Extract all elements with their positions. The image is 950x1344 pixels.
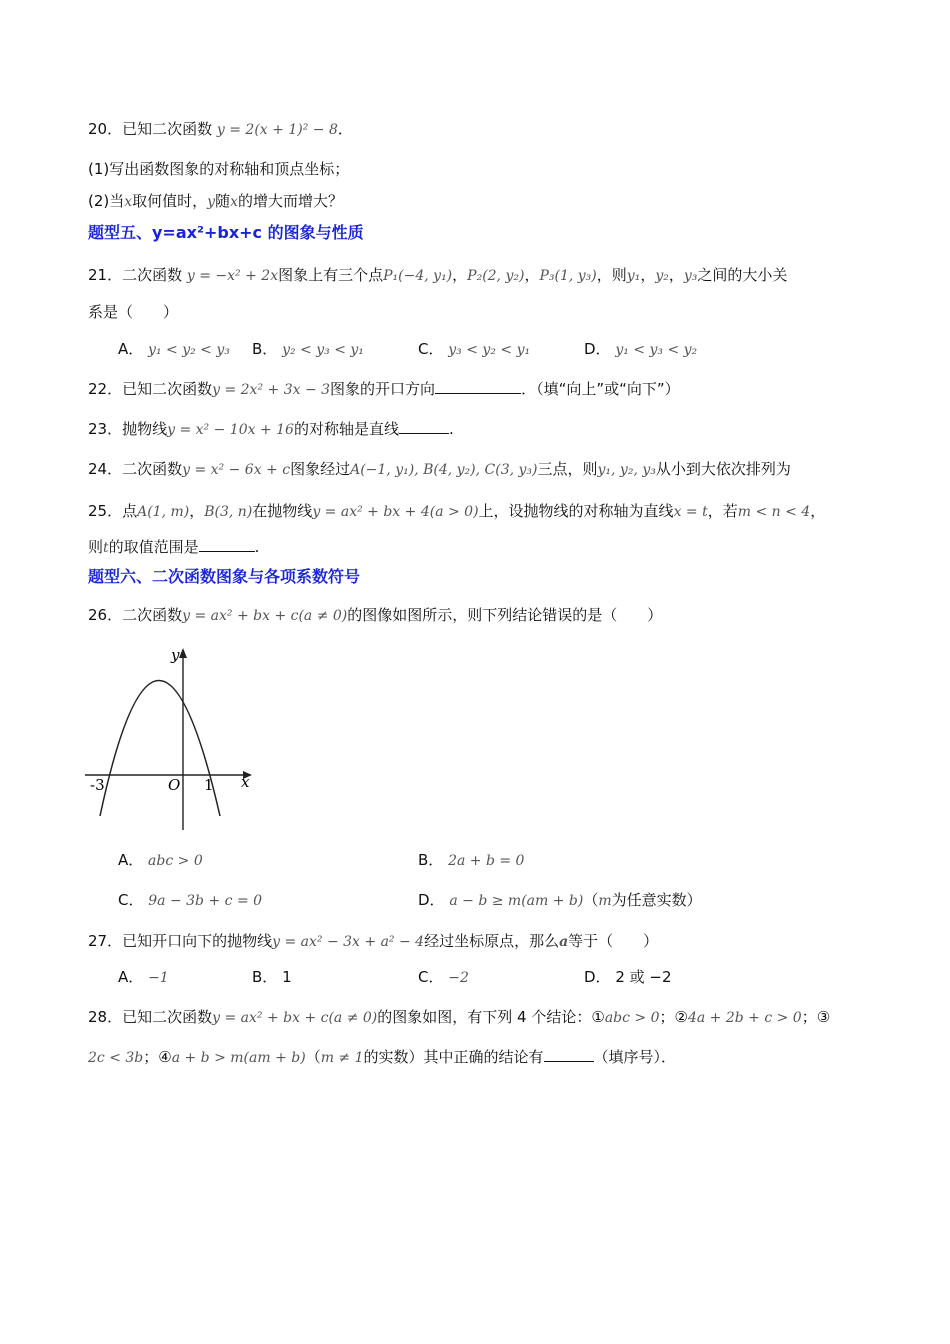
option-text: 2 或 −2 bbox=[615, 968, 672, 986]
var-m: m bbox=[598, 893, 612, 909]
q27-mid: 经过坐标原点，那么 bbox=[424, 932, 560, 950]
option-text: abc > 0 bbox=[148, 853, 203, 869]
option-text: −2 bbox=[448, 970, 469, 986]
option-label: D． bbox=[584, 340, 611, 358]
q26-line bbox=[88, 604, 662, 627]
q28-pre: 已知二次函数 bbox=[122, 1008, 213, 1026]
q23-line bbox=[88, 418, 454, 441]
q27-line bbox=[88, 930, 658, 953]
q28-s3: ；④ bbox=[143, 1048, 172, 1066]
conclusion-4: a + b > m(am + b) bbox=[171, 1050, 306, 1066]
q20-sub2 bbox=[88, 190, 343, 213]
option-text: y₃ < y₂ < y₁ bbox=[448, 342, 531, 358]
option-label: A． bbox=[118, 851, 144, 869]
q25-l2a: 则 bbox=[88, 538, 104, 556]
option-note-a: （ bbox=[583, 891, 599, 909]
q21-mid: 图象上有三个点 bbox=[278, 266, 384, 284]
q27-post: 等于（ ） bbox=[568, 932, 659, 950]
q27-formula: y = ax² − 3x + a² − 4 bbox=[272, 934, 425, 950]
option-text: −1 bbox=[148, 970, 169, 986]
q28-mid: 的图象如图，有下列 4 个结论：① bbox=[377, 1008, 605, 1026]
q28-line bbox=[88, 1006, 830, 1029]
q22-formula: y = 2x² + 3x − 3 bbox=[212, 382, 331, 398]
option-b[interactable] bbox=[252, 338, 364, 361]
q21-tail: 之间的大小关 bbox=[697, 266, 788, 284]
q25-end: ， bbox=[810, 502, 826, 520]
var-y3: y₃ bbox=[683, 268, 698, 284]
answer-blank[interactable] bbox=[544, 1047, 594, 1062]
option-b[interactable] bbox=[418, 849, 524, 872]
option-text: y₁ < y₂ < y₃ bbox=[148, 342, 230, 358]
q28-s5: 的实数）其中正确的结论有 bbox=[363, 1048, 544, 1066]
q24-formula: y = x² − 6x + c bbox=[182, 462, 291, 478]
condition-m: m ≠ 1 bbox=[320, 1050, 364, 1066]
q28-s4: （ bbox=[305, 1048, 321, 1066]
question-number: 27． bbox=[88, 932, 123, 950]
option-label: A． bbox=[118, 968, 144, 986]
answer-blank[interactable] bbox=[399, 419, 449, 434]
q27-pre: 已知开口向下的抛物线 bbox=[122, 932, 273, 950]
conclusion-3: 2c < 3b bbox=[88, 1050, 144, 1066]
option-label: D． bbox=[418, 891, 445, 909]
conclusion-2: 4a + 2b + c > 0 bbox=[687, 1010, 802, 1026]
option-c[interactable] bbox=[418, 338, 530, 361]
q20-formula: y = 2(x + 1)² − 8 bbox=[216, 122, 338, 138]
q26-formula: y = ax² + bx + c(a ≠ 0) bbox=[182, 608, 348, 624]
q20-sub2-d: 的增大而增大？ bbox=[238, 192, 344, 210]
q25-axis: x = t bbox=[673, 504, 708, 520]
var-x: x bbox=[230, 194, 239, 210]
q23-mid: 的对称轴是直线 bbox=[293, 420, 399, 438]
option-label: C． bbox=[418, 340, 444, 358]
q20-sub1: (1)写出函数图象的对称轴和顶点坐标； bbox=[88, 160, 350, 178]
option-text: 9a − 3b + c = 0 bbox=[148, 893, 263, 909]
q25-comma: ， bbox=[189, 502, 205, 520]
q23-post: . bbox=[448, 420, 454, 438]
y-label: y bbox=[171, 646, 180, 664]
answer-blank[interactable] bbox=[435, 379, 521, 394]
option-d[interactable] bbox=[584, 338, 697, 361]
var-x: x bbox=[124, 194, 133, 210]
q22-post: ．（填“向上”或“向下”） bbox=[521, 380, 680, 398]
q22-line bbox=[88, 378, 680, 401]
parabola-graph bbox=[80, 640, 270, 840]
option-a[interactable] bbox=[118, 849, 203, 872]
option-label: B． bbox=[252, 340, 278, 358]
q24-mid2: 三点，则 bbox=[537, 460, 598, 478]
y-axis-arrow bbox=[179, 648, 187, 658]
q24-ys: y₁, y₂, y₃ bbox=[597, 462, 656, 478]
q25-mid: 在抛物线 bbox=[252, 502, 313, 520]
q25-formula: y = ax² + bx + 4(a > 0) bbox=[312, 504, 479, 520]
q25-line2 bbox=[88, 536, 259, 559]
q24-post: 从小到大依次排列为 bbox=[655, 460, 791, 478]
q20-sub2-b: 取何值时， bbox=[132, 192, 208, 210]
question-number: 21． bbox=[88, 266, 123, 284]
q20-sub2-a: (2)当 bbox=[88, 192, 125, 210]
q25-pre: 点 bbox=[122, 502, 138, 520]
q25-l2c: . bbox=[254, 538, 260, 556]
question-number: 24． bbox=[88, 460, 123, 478]
point-p2: P₂(2, y₂) bbox=[467, 268, 525, 284]
q24-line bbox=[88, 458, 791, 481]
q21-pre: 二次函数 bbox=[122, 266, 183, 284]
q28-s2: ；③ bbox=[801, 1008, 831, 1026]
q20-post: ． bbox=[337, 120, 353, 138]
question-number: 23． bbox=[88, 420, 123, 438]
point-a: A(1, m) bbox=[137, 504, 190, 520]
q24-mid: 图象经过 bbox=[290, 460, 351, 478]
option-label: C． bbox=[418, 968, 444, 986]
q23-pre: 抛物线 bbox=[122, 420, 168, 438]
q25-cond: m < n < 4 bbox=[737, 504, 811, 520]
point-p3: P₃(1, y₃) bbox=[539, 268, 597, 284]
option-b[interactable] bbox=[252, 966, 292, 988]
q25-mid3: ，若 bbox=[707, 502, 738, 520]
right-root-label: 1 bbox=[204, 776, 214, 794]
q21-line: 21．二次函数 y = −x² + 2x图象上有三个点P₁(−4, y₁)，P₂(2, y₂)，P₃(1, y₃)，则y₁，y₂，y₃之间的大小关 bbox=[88, 266, 788, 284]
var-y: y bbox=[207, 194, 216, 210]
q22-pre: 已知二次函数 bbox=[122, 380, 213, 398]
var-t: t bbox=[103, 540, 109, 556]
question-number: 22． bbox=[88, 380, 123, 398]
q21-line2: 系是（ ） bbox=[88, 303, 179, 321]
question-number: 20． bbox=[88, 120, 123, 138]
left-root-label: -3 bbox=[90, 776, 105, 794]
q23-formula: y = x² − 10x + 16 bbox=[167, 422, 294, 438]
q26-pre: 二次函数 bbox=[122, 606, 183, 624]
point-b: B(3, n) bbox=[204, 504, 253, 520]
q20-text: 已知二次函数 bbox=[122, 120, 213, 138]
q25-l2b: 的取值范围是 bbox=[108, 538, 199, 556]
q28-s6: （填序号）． bbox=[593, 1048, 677, 1066]
section-heading-6: 题型六、二次函数图象与各项系数符号 bbox=[88, 567, 361, 586]
question-number: 28． bbox=[88, 1008, 123, 1026]
x-label: x bbox=[241, 773, 250, 791]
q24-points: A(−1, y₁), B(4, y₂), C(3, y₃) bbox=[350, 462, 538, 478]
question-number: 25． bbox=[88, 502, 123, 520]
option-label: B． bbox=[252, 968, 278, 986]
q21-formula: y = −x² + 2x bbox=[186, 268, 279, 284]
option-label: A． bbox=[118, 340, 144, 358]
option-text: a − b ≥ m(am + b) bbox=[449, 893, 584, 909]
q22-mid: 图象的开口方向 bbox=[330, 380, 436, 398]
option-c[interactable] bbox=[418, 966, 469, 989]
option-note-b: 为任意实数） bbox=[611, 891, 702, 909]
option-d[interactable] bbox=[584, 966, 672, 988]
q24-pre: 二次函数 bbox=[122, 460, 183, 478]
option-text: 2a + b = 0 bbox=[448, 853, 525, 869]
conclusion-1: abc > 0 bbox=[604, 1010, 660, 1026]
q26-post: 的图像如图所示，则下列结论错误的是（ ） bbox=[347, 606, 663, 624]
option-a[interactable] bbox=[118, 966, 169, 989]
section-heading-5: 题型五、y=ax²+bx+c 的图象与性质 bbox=[88, 223, 364, 242]
q20-sub2-c: 随 bbox=[215, 192, 231, 210]
option-text: y₁ < y₃ < y₂ bbox=[615, 342, 698, 358]
option-label: B． bbox=[418, 851, 444, 869]
option-text: 1 bbox=[282, 968, 292, 986]
q25-mid2: 上，设抛物线的对称轴为直线 bbox=[478, 502, 674, 520]
option-label: C． bbox=[118, 891, 144, 909]
var-y1: y₁ bbox=[626, 268, 641, 284]
option-c[interactable] bbox=[118, 889, 262, 912]
q25-line bbox=[88, 500, 825, 523]
q28-line2 bbox=[88, 1046, 676, 1069]
option-label: D． bbox=[584, 968, 611, 986]
option-a[interactable] bbox=[118, 338, 230, 361]
var-a: a bbox=[559, 934, 569, 950]
q21-then: ，则 bbox=[596, 266, 627, 284]
option-d[interactable] bbox=[418, 889, 702, 912]
q20-line bbox=[88, 118, 353, 141]
question-number: 26． bbox=[88, 606, 123, 624]
parabola-curve bbox=[100, 681, 220, 817]
option-text: y₂ < y₃ < y₁ bbox=[282, 342, 364, 358]
var-y2: y₂ bbox=[655, 268, 669, 284]
origin-label: O bbox=[168, 776, 181, 794]
answer-blank[interactable] bbox=[199, 537, 255, 552]
q28-s1: ；② bbox=[659, 1008, 688, 1026]
q28-formula: y = ax² + bx + c(a ≠ 0) bbox=[212, 1010, 378, 1026]
point-p1: P₁(−4, y₁) bbox=[383, 268, 453, 284]
